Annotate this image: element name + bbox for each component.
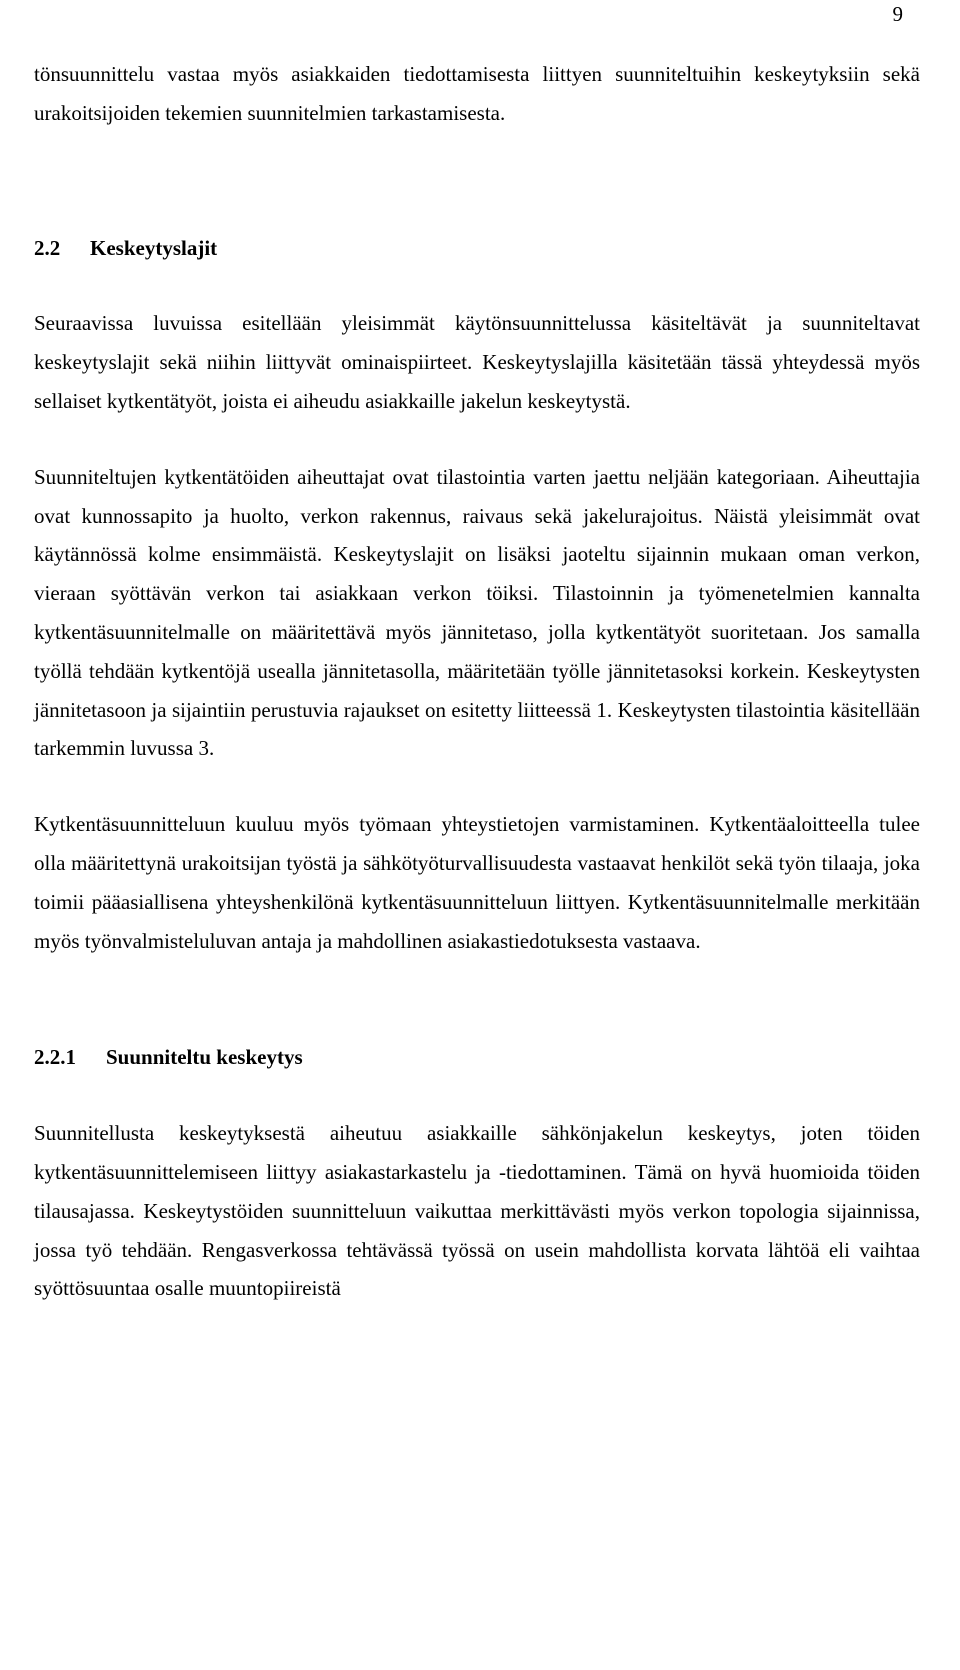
document-body <box>34 55 920 1308</box>
section-paragraph-1: Seuraavissa luvuissa esitellään yleisimmät käytönsuunnittelussa käsiteltävät ja suunniteltavat keskeytyslajit sekä niihin liittyvät ominaispiirteet. Keskeytyslajilla käsitetään tässä yhteydessä myös sellaiset kytkentätyöt, joista ei aiheudu asiakkaille jakelun keskeytystä. <box>34 311 920 413</box>
subsection-number: 2.2.1 <box>34 1045 76 1070</box>
section-heading <box>34 229 920 268</box>
subsection-title: Suunniteltu keskeytys <box>106 1045 303 1070</box>
section-number: 2.2 <box>34 235 61 260</box>
subsection-paragraph-1: Suunnitellusta keskeytyksestä aiheutuu asiakkaille sähkönjakelun keskeytys, joten töiden kytkentäsuunnittelemiseen liittyy asiakastarkastelu ja -tiedottaminen. Tämä on hyvä huomioida töiden tilausajassa. Keskeytystöiden suunnitteluun vaikuttaa merkittävästi myös verkon topologia sijainnissa, jossa työ tehdään. Rengasverkossa tehtävässä työssä on usein mahdollista korvata lähtöä eli vaihtaa syöttösuuntaa osalle muuntopiireistä <box>34 1121 920 1301</box>
page-number: 9 <box>892 2 903 26</box>
subsection-heading <box>34 1038 920 1077</box>
intro-paragraph: tönsuunnittelu vastaa myös asiakkaiden tiedottamisesta liittyen suunniteltuihin keskeytyksiin sekä urakoitsijoiden tekemien suunnitelmien tarkastamisesta. <box>34 62 920 125</box>
section-title: Keskeytyslajit <box>90 235 218 260</box>
section-paragraph-3: Kytkentäsuunnitteluun kuuluu myös työmaan yhteystietojen varmistaminen. Kytkentäaloitteella tulee olla määritettynä urakoitsijan työstä ja sähkötyöturvallisuudesta vastaavat henkilöt sekä työn tilaaja, joka toimii pääasiallisena yhteyshenkilönä kytkentäsuunnitteluun liittyen. Kytkentäsuunnitelmalle merkitään myös työnvalmisteluluvan antaja ja mahdollinen asiakastiedotuksesta vastaava. <box>34 812 920 953</box>
section-paragraph-2: Suunniteltujen kytkentätöiden aiheuttajat ovat tilastointia varten jaettu neljään kategoriaan. Aiheuttajia ovat kunnossapito ja huolto, verkon rakennus, raivaus sekä jakelurajoitus. Näistä yleisimmät ovat käytännössä kolme ensimmäistä. Keskeytyslajit on lisäksi jaoteltu sijainnin mukaan oman verkon, vieraan syöttävän verkon tai asiakkaan verkon töiksi. Tilastoinnin ja työmenetelmien kannalta kytkentäsuunnitelmalle on määritettävä myös jännitetaso, jolla kytkentätyöt suoritetaan. Jos samalla työllä tehdään kytkentöjä usealla jännitetasolla, määritetään työlle jännitetasoksi korkein. Keskeytysten jännitetasoon ja sijaintiin perustuvia rajaukset on esitetty liitteessä 1. Keskeytysten tilastointia käsitellään tarkemmin luvussa 3. <box>34 464 920 761</box>
